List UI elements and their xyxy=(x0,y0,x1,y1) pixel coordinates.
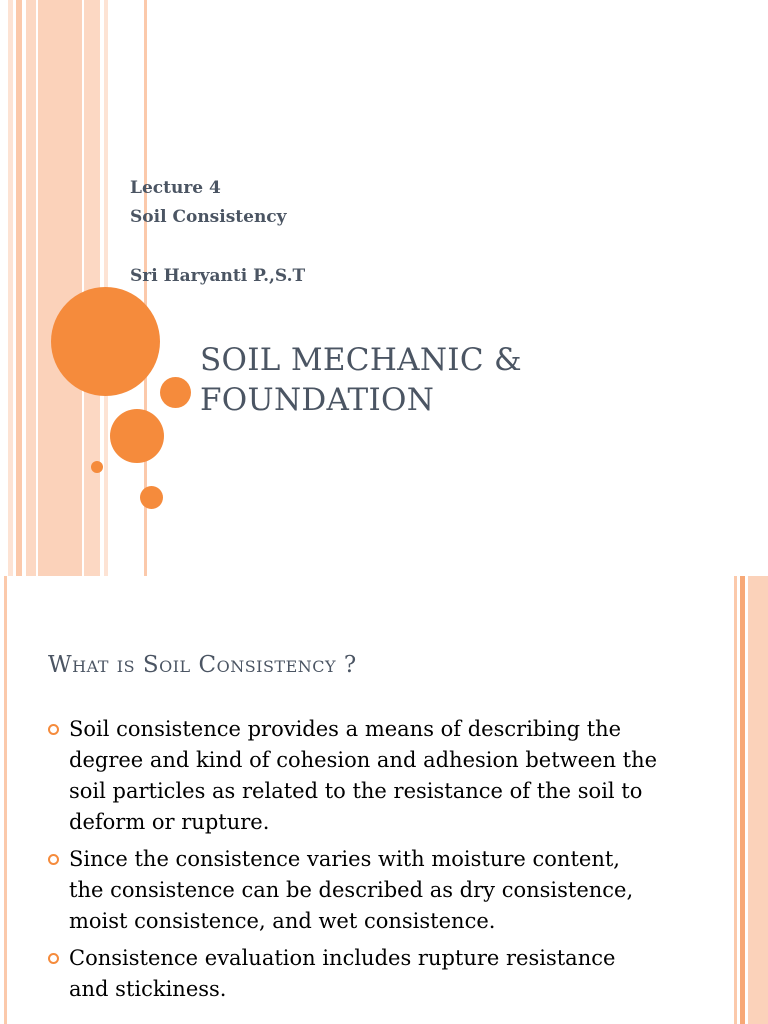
stripe-decoration xyxy=(26,0,36,576)
small-circle-decoration xyxy=(160,377,191,408)
lecture-number: Lecture 4 xyxy=(130,178,221,198)
author-name: Sri Haryanti P.,S.T xyxy=(130,266,306,286)
tiny-circle-decoration xyxy=(91,461,103,473)
bullet-item xyxy=(48,844,658,937)
ring-bullet-icon xyxy=(48,724,59,735)
stripe-decoration xyxy=(4,576,7,1024)
large-circle-decoration xyxy=(51,287,160,396)
title-line: FOUNDATION xyxy=(200,382,435,418)
stripe-decoration xyxy=(748,576,768,1024)
small-circle-decoration xyxy=(140,486,163,509)
medium-circle-decoration xyxy=(110,409,164,463)
stripe-decoration xyxy=(740,576,745,1024)
stripe-decoration xyxy=(16,0,22,576)
stripe-decoration xyxy=(8,0,13,576)
bullet-text: Since the consistence varies with moisture content, the consistence can be described as dry consistence, moist consistence, and wet consistence. xyxy=(69,847,634,933)
bullet-item xyxy=(48,943,658,1005)
lecture-topic: Soil Consistency xyxy=(130,207,287,227)
bullet-list xyxy=(48,714,658,1011)
stripe-decoration xyxy=(734,576,737,1024)
bullet-text: Soil consistence provides a means of describing the degree and kind of cohesion and adhesion between the soil particles as related to the resistance of the soil to deform or rupture. xyxy=(69,717,658,834)
slide-title: What is Soil Consistency ? xyxy=(48,652,357,678)
ring-bullet-icon xyxy=(48,854,59,865)
stripe-decoration xyxy=(38,0,82,576)
ring-bullet-icon xyxy=(48,953,59,964)
presentation-title xyxy=(200,340,720,420)
title-line: SOIL MECHANIC & xyxy=(200,342,522,378)
bullet-item xyxy=(48,714,658,838)
bullet-text: Consistence evaluation includes rupture resistance and stickiness. xyxy=(69,946,616,1001)
